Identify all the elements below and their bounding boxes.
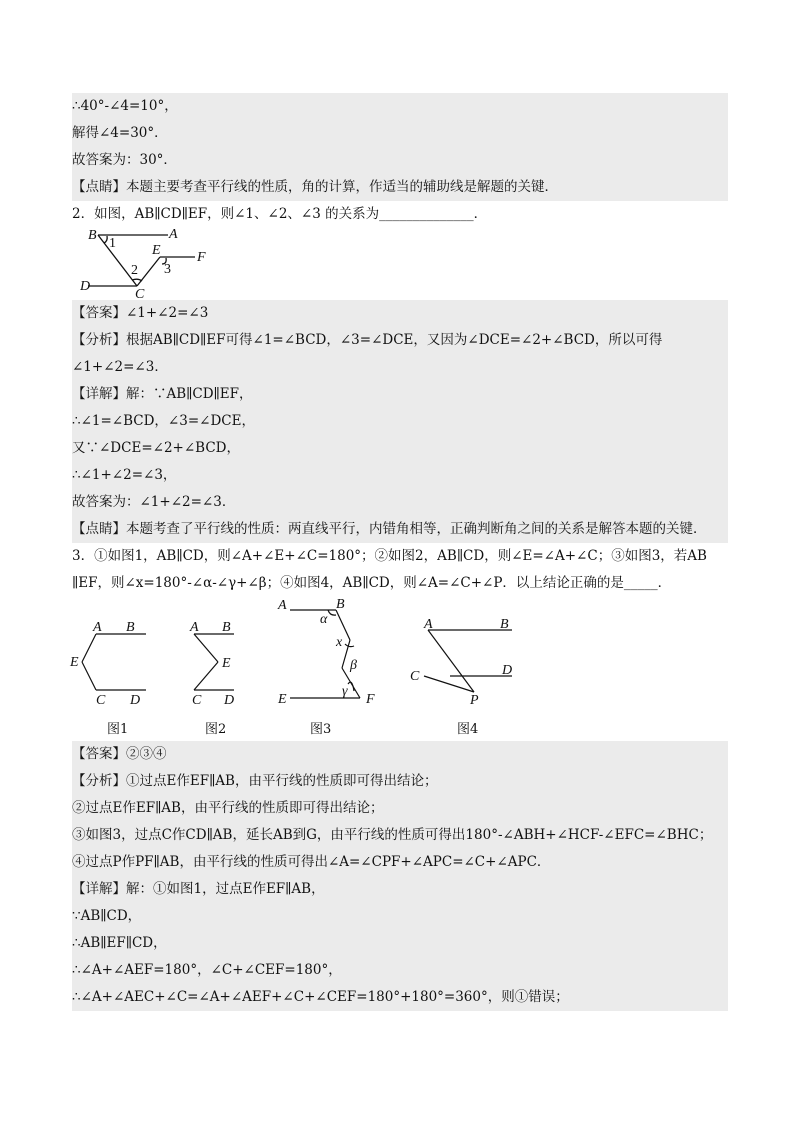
text-line: 【点睛】本题考查了平行线的性质：两直线平行，内错角相等，正确判断角之间的关系是解答本题的关键． [72, 516, 728, 543]
label-A: A [278, 598, 287, 613]
label-alpha: α [320, 612, 328, 627]
label-B: B [336, 597, 345, 612]
question-3-cont: ∥EF，则∠x=180°-∠α-∠γ+∠β；④如图4，AB∥CD，则∠A=∠C+∠P．以上结论正确的是_____． [72, 575, 672, 591]
text-line: 故答案为：∠1+∠2=∠3． [72, 489, 728, 516]
label-F: F [197, 250, 206, 265]
label-C: C [135, 287, 145, 299]
text-line: ∴40°-∠4=10°， [72, 93, 728, 120]
label-D: D [224, 693, 235, 708]
text-line: ②过点E作EF∥AB，由平行线的性质即可得出结论； [72, 795, 728, 822]
text-line: ∴∠A+∠AEF=180°，∠C+∠CEF=180°， [72, 957, 728, 984]
label-E: E [222, 656, 231, 671]
label-E: E [278, 692, 287, 707]
text-line: ∴∠A+∠AEC+∠C=∠A+∠AEF+∠C+∠CEF=180°+180°=360°，则①错误； [72, 984, 728, 1011]
label-E: E [152, 243, 161, 258]
label-C: C [192, 693, 202, 708]
text-line: ③如图3，过点C作CD∥AB，延长AB到G，由平行线的性质可得出180°-∠ABH+∠HCF-∠EFC=∠BHC； [72, 822, 728, 849]
text-line: ④过点P作PF∥AB，由平行线的性质可得出∠A=∠CPF+∠APC=∠C+∠APC． [72, 849, 728, 876]
label-B: B [222, 620, 231, 635]
angle-1-label: 1 [109, 236, 116, 251]
label-P: P [470, 693, 479, 708]
caption-fig4: 图4 [457, 722, 479, 737]
question-2: 2．如图，AB∥CD∥EF，则∠1、∠2、∠3 的关系为______________． [72, 206, 488, 222]
text-line: ∴∠1+∠2=∠3， [72, 462, 728, 489]
text-line: 解得∠4=30°． [72, 120, 728, 147]
label-C: C [96, 693, 106, 708]
caption-fig2: 图2 [205, 722, 227, 737]
label-B: B [126, 620, 135, 635]
angle-3-label: 3 [164, 262, 171, 277]
question-3: 3．①如图1，AB∥CD，则∠A+∠E+∠C=180°；②如图2，AB∥CD，则∠E=∠A+∠C；③如图3，若AB [72, 548, 707, 564]
figure-4 [400, 612, 530, 708]
text-line: 【答案】∠1+∠2=∠3 [72, 300, 728, 327]
label-C: C [410, 669, 420, 684]
label-A: A [424, 617, 433, 632]
text-line: 【点睛】本题主要考查平行线的性质，角的计算，作适当的辅助线是解题的关键． [72, 174, 728, 201]
label-gamma: γ [342, 684, 348, 699]
label-D: D [80, 279, 91, 294]
label-A: A [169, 227, 178, 242]
text-line: 【分析】根据AB∥CD∥EF可得∠1=∠BCD，∠3=∠DCE，又因为∠DCE=∠2+∠BCD，所以可得 [72, 327, 728, 354]
text-line: ∴∠1=∠BCD，∠3=∠DCE， [72, 408, 728, 435]
label-beta: β [350, 658, 357, 673]
label-E: E [70, 655, 79, 670]
text-line: 【详解】解：∵AB∥CD∥EF， [72, 381, 728, 408]
figure-q2 [80, 224, 230, 299]
figure-1 [68, 618, 158, 708]
label-D: D [130, 693, 141, 708]
text-line: 又∵∠DCE=∠2+∠BCD， [72, 435, 728, 462]
text-line: ∠1+∠2=∠3． [72, 354, 728, 381]
text-line: 【分析】①过点E作EF∥AB，由平行线的性质即可得出结论； [72, 768, 728, 795]
label-F: F [366, 692, 375, 707]
label-D: D [502, 663, 513, 678]
label-B: B [88, 228, 97, 243]
angle-2-label: 2 [131, 263, 138, 278]
figure-3 [270, 596, 390, 708]
text-line: ∴AB∥EF∥CD， [72, 930, 728, 957]
label-A: A [190, 620, 199, 635]
label-x: x [336, 635, 343, 650]
caption-fig1: 图1 [107, 722, 129, 737]
label-A: A [93, 620, 102, 635]
label-B: B [500, 617, 509, 632]
caption-fig3: 图3 [310, 722, 332, 737]
figure-2 [180, 618, 260, 708]
text-line: 故答案为：30°． [72, 147, 728, 174]
text-line: 【详解】解：①如图1，过点E作EF∥AB， [72, 876, 728, 903]
text-line: 【答案】②③④ [72, 741, 728, 768]
text-line: ∵AB∥CD， [72, 903, 728, 930]
